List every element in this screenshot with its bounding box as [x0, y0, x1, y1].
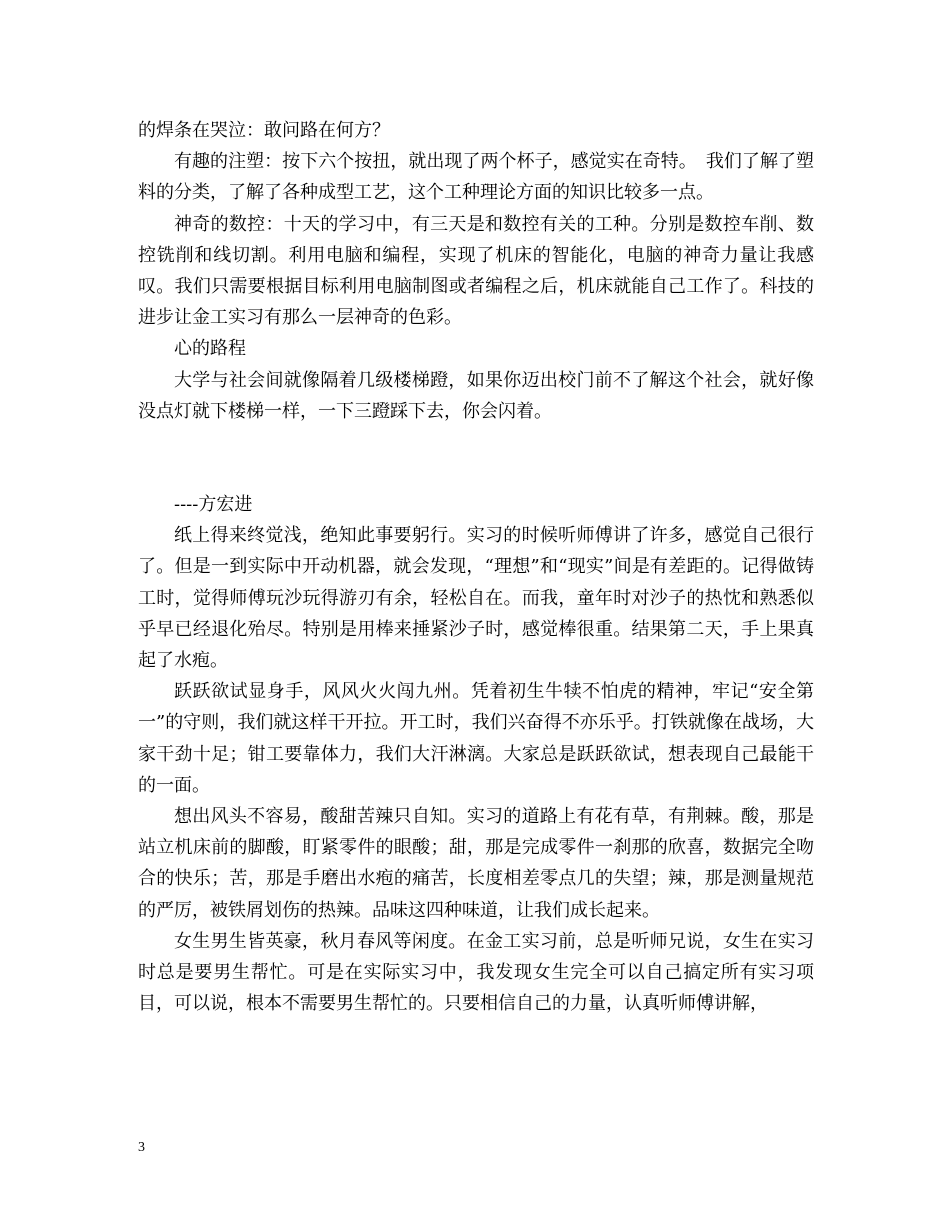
- paragraph-eager: 跃跃欲试显身手，风风火火闯九州。凭着初生牛犊不怕虎的精神，牢记“安全第一”的守则，我们就这样干开拉。开工时，我们兴奋得不亦乐乎。打铁就像在战场，大家干劲十足；钳工要靠体力，我们大汗淋漓。大家总是跃跃欲试，想表现自己最能干的一面。: [138, 681, 814, 796]
- blank-gap: [138, 427, 814, 489]
- paragraph-practice: 纸上得来终觉浅，绝知此事要躬行。实习的时候听师傅讲了许多，感觉自己很行了。但是一到实际中开动机器，就会发现，“理想”和“现实”间是有差距的。记得做铸工时，觉得师傅玩沙玩得游刃有余，轻松自在。而我，童年时对沙子的热忱和熟悉似乎早已经退化殆尽。特别是用棒来捶紧沙子时，感觉棒很重。结果第二天，手上果真起了水疱。: [138, 525, 814, 672]
- paragraph-four-flavors: 想出风头不容易，酸甜苦辣只自知。实习的道路上有花有草，有荆棘。酸，那是站立机床前的脚酸，盯紧零件的眼酸；甜，那是完成零件一刹那的欣喜，数据完全吻合的快乐；苦，那是手磨出水疱的痛苦，长度相差零点几的失望；辣，那是测量规范的严厉，被铁屑划伤的热辣。品味这四种味道，让我们成长起来。: [138, 806, 814, 921]
- page-number: 3: [138, 1140, 145, 1155]
- author-signature: ----方宏进: [174, 494, 253, 516]
- page-body: [138, 115, 814, 1019]
- paragraph-cnc: 神奇的数控：十天的学习中，有三天是和数控有关的工种。分别是数控车削、数控铣削和线切割。利用电脑和编程，实现了机床的智能化，电脑的神奇力量让我感叹。我们只需要根据目标利用电脑制图或者编程之后，机床就能自己工作了。科技的进步让金工实习有那么一层神奇的色彩。: [138, 213, 814, 329]
- paragraph-welding-end: 的焊条在哭泣：敢问路在何方？: [138, 120, 390, 141]
- paragraph-injection-molding: 有趣的注塑：按下六个按扭，就出现了两个杯子，感觉实在奇特。 我们了解了塑料的分类，了解了各种成型工艺，这个工种理论方面的知识比较多一点。: [138, 151, 814, 204]
- paragraph-girls-boys: 女生男生皆英豪，秋月春风等闲度。在金工实习前，总是听师兄说，女生在实习时总是要男生帮忙。可是在实际实习中，我发现女生完全可以自己搞定所有实习项目，可以说，根本不需要男生帮忙的。只要相信自己的力量，认真听师傅讲解，: [138, 930, 814, 1015]
- section-heading-journey: 心的路程: [174, 338, 246, 360]
- paragraph-university-society: 大学与社会间就像隔着几级楼梯蹬，如果你迈出校门前不了解这个社会，就好像没点灯就下楼梯一样，一下三蹬踩下去，你会闪着。: [138, 369, 814, 422]
